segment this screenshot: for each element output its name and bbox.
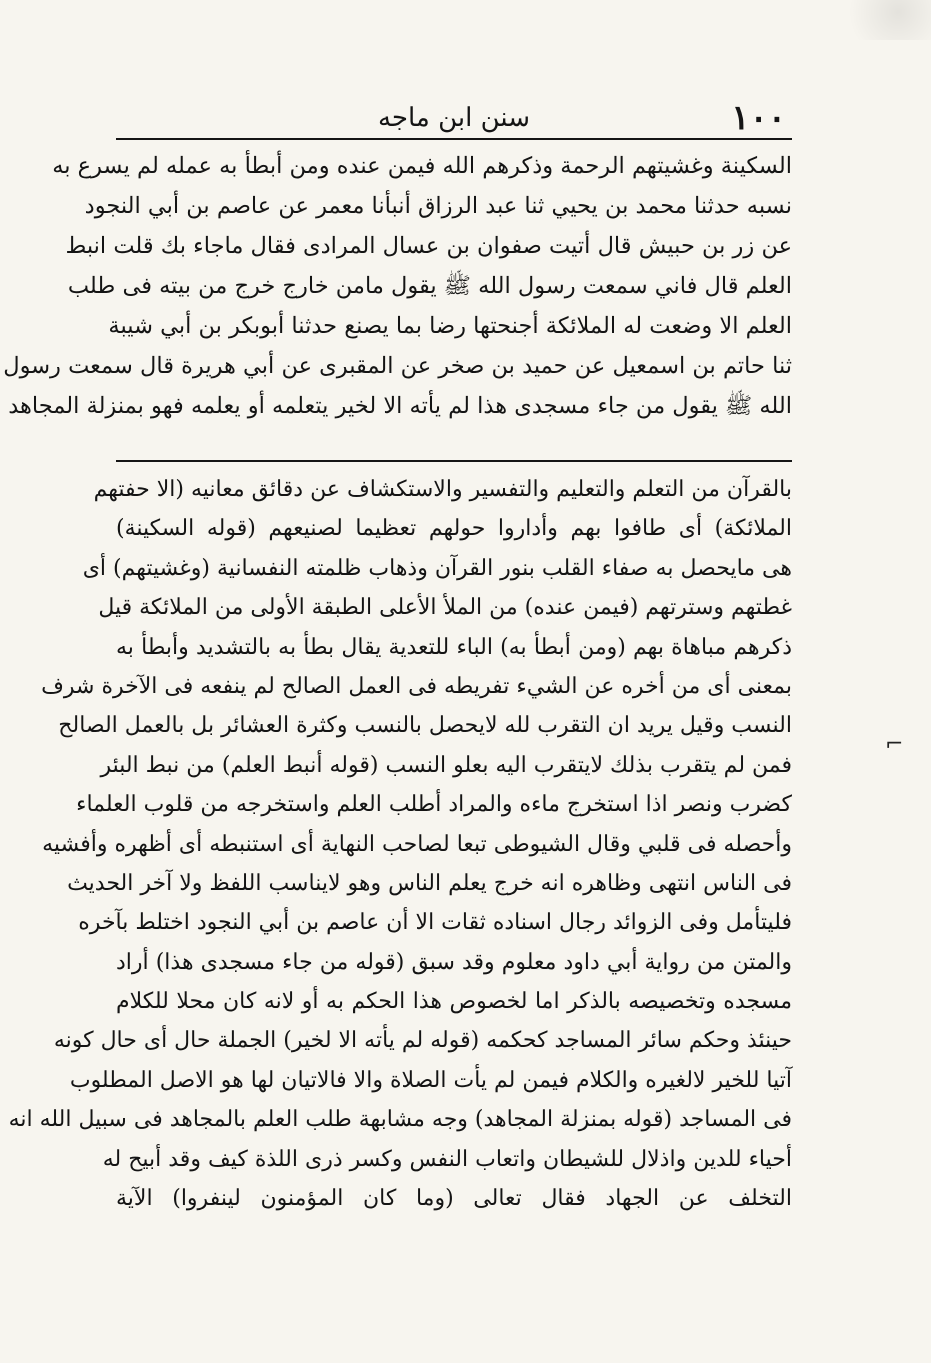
commentary-line: كضرب ونصر اذا استخرج ماءه والمراد أطلب العلم واستخرجه من قلوب العلماء	[76, 792, 792, 818]
commentary-line: فى الناس انتهى وظاهره انه خرج يعلم الناس وهو لايناسب اللفظ ولا آخر الحديث	[67, 870, 792, 896]
page-number: ١٠٠	[731, 98, 786, 138]
commentary-line: النسب وقيل يريد ان التقرب لله لايحصل بالنسب وكثرة العشائر بل بالعمل الصالح	[58, 713, 792, 739]
commentary-line: مسجده وتخصيصه بالذكر اما لخصوص هذا الحكم به أو لانه كان محلا للكلام	[116, 989, 792, 1015]
header-rule	[116, 138, 792, 140]
hadith-line: السكينة وغشيتهم الرحمة وذكرهم الله فيمن عنده ومن أبطأ به عمله لم يسرع به	[52, 153, 792, 179]
commentary-line: التخلف عن الجهاد فقال تعالى (وما كان المؤمنون لينفروا) الآية	[116, 1186, 792, 1212]
commentary-line: حينئذ وحكم سائر المساجد كحكمه (قوله لم يأته الا لخير) الجملة حال أى حال كونه	[53, 1028, 792, 1054]
running-title: سنن ابن ماجه	[377, 103, 531, 133]
commentary-line: بمعنى أى من أخره عن الشيء تفريطه فى العمل الصالح لم ينفعه فى الآخرة شرف	[41, 673, 792, 699]
commentary-line: ذكرهم مباهاة بهم (ومن أبطأ به) الباء للتعدية يقال بطأ به بالتشديد وأبطأ به	[116, 634, 792, 660]
hadith-line: العلم الا وضعت له الملائكة أجنحتها رضا بما يصنع حدثنا أبوبكر بن أبي شيبة	[108, 313, 792, 339]
commentary-line: هى مايحصل به صفاء القلب بنور القرآن وذهاب ظلمته النفسانية (وغشيتهم) أى	[82, 555, 792, 581]
hadith-line: العلم قال فاني سمعت رسول الله ﷺ يقول مامن خارج خرج من بيته فى طلب	[67, 273, 792, 299]
page-header	[116, 100, 792, 136]
commentary-text	[8, 470, 792, 1218]
hadith-line: عن زر بن حبيش قال أتيت صفوان بن عسال المرادى فقال ماجاء بك قلت انبط	[65, 233, 792, 259]
commentary-line: أحياء للدين واذلال للشيطان واتعاب النفس وكسر ذرى اللذة كيف وقد أبيح له	[102, 1146, 792, 1172]
hadith-line: الله ﷺ يقول من جاء مسجدى هذا لم يأته الا لخير يتعلمه أو يعلمه فهو بمنزلة المجاهد	[8, 393, 792, 419]
commentary-line: والمتن من رواية أبي داود معلوم وقد سبق (قوله من جاء مسجدى هذا) أراد	[116, 949, 792, 975]
hadith-line: ثنا حاتم بن اسمعيل عن حميد بن صخر عن المقبرى عن أبي هريرة قال سمعت رسول	[3, 353, 792, 379]
commentary-line: غطتهم وسترتهم (فيمن عنده) من الملأ الأعلى الطبقة الأولى من الملائكة قيل	[98, 595, 792, 621]
commentary-line: وأحصله فى قلبي وقال الشيوطى تبعا لصاحب النهاية أى استنبطه أى أظهره وأفشيه	[42, 831, 792, 857]
commentary-line: فمن لم يتقرب بذلك لايتقرب اليه بعلو النسب (قوله أنبط العلم) من نبط البئر	[100, 752, 792, 778]
hadith-line: نسبه حدثنا محمد بن يحيي ثنا عبد الرزاق أنبأنا معمر عن عاصم بن أبي النجود	[84, 193, 792, 219]
hadith-text	[3, 146, 792, 426]
separator-rule	[116, 460, 792, 462]
commentary-line: بالقرآن من التعلم والتعليم والتفسير والاستكشاف عن دقائق معانيه (الا حفتهم	[93, 477, 792, 502]
commentary-line: آتيا للخير لالغيره والكلام فيمن لم يأت الصلاة والا فالاتيان لها هو الاصل المطلوب	[69, 1067, 792, 1093]
commentary-line: الملائكة) أى طافوا بهم وأداروا حولهم تعظيما لصنيعهم (قوله السكينة)	[116, 516, 792, 542]
commentary-line: فليتأمل وفى الزوائد رجال اسناده ثقات الا أن عاصم بن أبي النجود اختلط بآخره	[78, 910, 792, 936]
margin-mark: ⌐	[885, 732, 904, 757]
commentary-line: فى المساجد (قوله بمنزلة المجاهد) وجه مشابهة طلب العلم بالمجاهد فى سبيل الله انه	[8, 1107, 792, 1133]
scan-speckle	[821, 0, 931, 40]
